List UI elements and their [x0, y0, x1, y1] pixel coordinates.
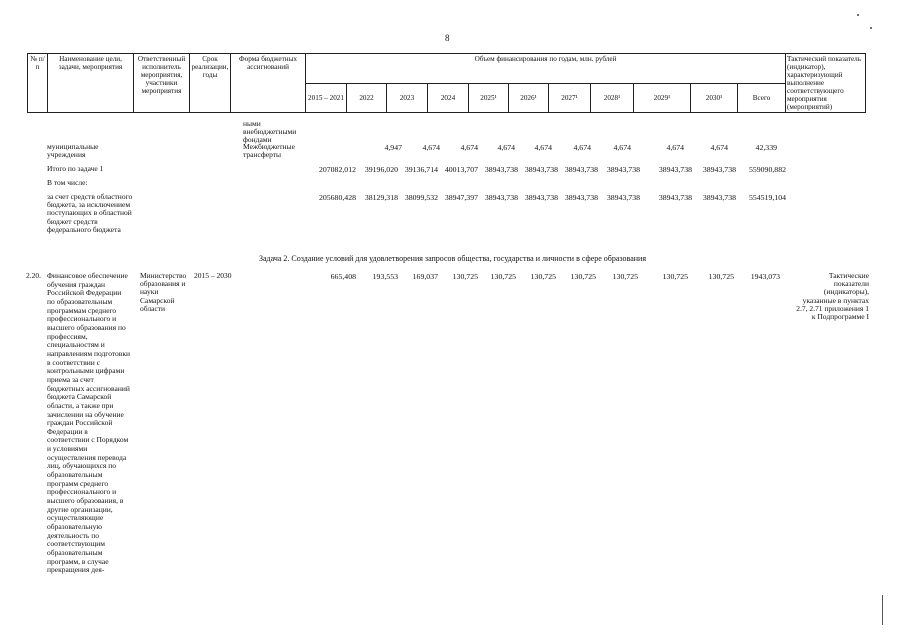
row-value: 205680,428 [318, 193, 356, 202]
row-value: 38943,738 [524, 165, 558, 174]
row-value: 4,674 [460, 143, 478, 152]
item-value: 130,725 [662, 272, 688, 281]
row-value: 38943,738 [702, 193, 736, 202]
row-value: 39196,020 [364, 165, 398, 174]
header-year: 2029¹ [634, 83, 691, 113]
row-value: 38943,738 [484, 193, 518, 202]
row-value: 38099,532 [404, 193, 438, 202]
table-header [27, 53, 866, 113]
item-name: Финансовое обеспечение обучения граждан Российской Федерации по образовательным программам среднего профессионального и высшего образования по профессиям, специальностям и направлениям подготовки в соответствии с контрольными цифрами приема за счет бюджетных ассигнований бюджета Самарской области, а также при зачислении на обучение граждан Российской Федерации в соответствии с Порядком и условиями осуществления перевода лиц, обучающихся по образовательным программ среднего профессионального и высшего образования, в другие организации, осуществляющие образовательную деятельность по соответствующим образовательным программ, в случае прекращения дея- [47, 271, 130, 575]
row-value: 38943,738 [702, 165, 736, 174]
header-year: 2030¹ [691, 83, 738, 113]
header-year: 2025¹ [469, 83, 509, 113]
row-value: 207082,012 [318, 165, 356, 174]
row-value: 38943,738 [658, 165, 692, 174]
item-responsible: Министерство образования и науки Самарской области [140, 271, 187, 313]
row-value: 4,674 [613, 143, 631, 152]
row-name: Итого по задаче 1 [47, 164, 104, 173]
row-value: 4,947 [384, 143, 402, 152]
row-value: 4,674 [710, 143, 728, 152]
page-number: 8 [445, 33, 450, 43]
scan-line [882, 595, 883, 625]
task-2-title: Задача 2. Создание условий для удовлетворения запросов общества, государства и личности в сфере образования [258, 254, 646, 263]
header-col-responsible: Ответственный исполнитель мероприятия, участники мероприятия [134, 54, 190, 113]
row-value: 39136,714 [404, 165, 438, 174]
header-year: Всего [738, 83, 786, 113]
header-year: 2028¹ [591, 83, 634, 113]
header-year: 2015 – 2021 [306, 83, 347, 113]
row-value: 38943,738 [606, 193, 640, 202]
item-value: 130,725 [708, 272, 734, 281]
row-value: 38943,738 [484, 165, 518, 174]
header-col-volume: Объем финансирования по годам, млн. рублей [306, 54, 786, 84]
scan-speck [857, 14, 859, 16]
item-value: 193,553 [372, 272, 398, 281]
item-indicator: Тактические показатели (индикаторы), указанные в пунктах 2.7, 2.71 приложения 1 к Подпрограмме I [796, 271, 869, 322]
item-value: 130,725 [452, 272, 478, 281]
row-value: 4,674 [573, 143, 591, 152]
header-year: 2022 [347, 83, 387, 113]
item-number: 2.20. [26, 271, 41, 280]
header-col-no: № п/п [28, 54, 48, 113]
row-value: 42,339 [755, 143, 777, 152]
row-value: 38129,318 [364, 193, 398, 202]
row-value: 38943,738 [564, 193, 598, 202]
row-name: В том числе: [47, 178, 88, 187]
header-col-form: Форма бюджетных ассигнований [231, 54, 306, 113]
row-name: за счет средств областного бюджета, за исключением поступающих в областной бюджет средств федерального бюджета [47, 192, 133, 234]
header-year: 2024 [428, 83, 469, 113]
row-value: 554519,104 [748, 193, 786, 202]
item-value: 665,408 [330, 272, 356, 281]
item-value: 169,037 [412, 272, 438, 281]
row-value: 40013,707 [444, 165, 478, 174]
header-col-indicator: Тактический показатель (индикатор), характеризующий выполнение соответствующего мероприятия (мероприятий) [786, 54, 866, 113]
header-col-term: Срок реализации, годы [190, 54, 231, 113]
form-continuation: ными внебюджетными фондами [243, 119, 297, 145]
header-col-name: Наименование цели, задачи, мероприятия [48, 54, 134, 113]
item-value: 130,725 [530, 272, 556, 281]
header-year: 2023 [387, 83, 428, 113]
row-value: 38943,738 [658, 193, 692, 202]
scan-speck [870, 27, 872, 29]
row-value: 38947,397 [444, 193, 478, 202]
row-value: 38943,738 [524, 193, 558, 202]
header-year: 2026¹ [509, 83, 549, 113]
row-value: 4,674 [666, 143, 684, 152]
row-name: муниципальные учреждения [47, 142, 99, 160]
item-value: 130,725 [490, 272, 516, 281]
row-value: 4,674 [497, 143, 515, 152]
row-form: Межбюджетные трансферты [243, 142, 295, 160]
item-value: 130,725 [612, 272, 638, 281]
header-year: 2027¹ [549, 83, 591, 113]
item-value: 130,725 [570, 272, 596, 281]
item-value: 1943,073 [750, 272, 780, 281]
row-value: 38943,738 [564, 165, 598, 174]
row-value: 4,674 [422, 143, 440, 152]
item-term: 2015 – 2030 [194, 271, 232, 280]
row-value: 38943,738 [606, 165, 640, 174]
row-value: 4,674 [534, 143, 552, 152]
row-value: 559090,882 [748, 165, 786, 174]
